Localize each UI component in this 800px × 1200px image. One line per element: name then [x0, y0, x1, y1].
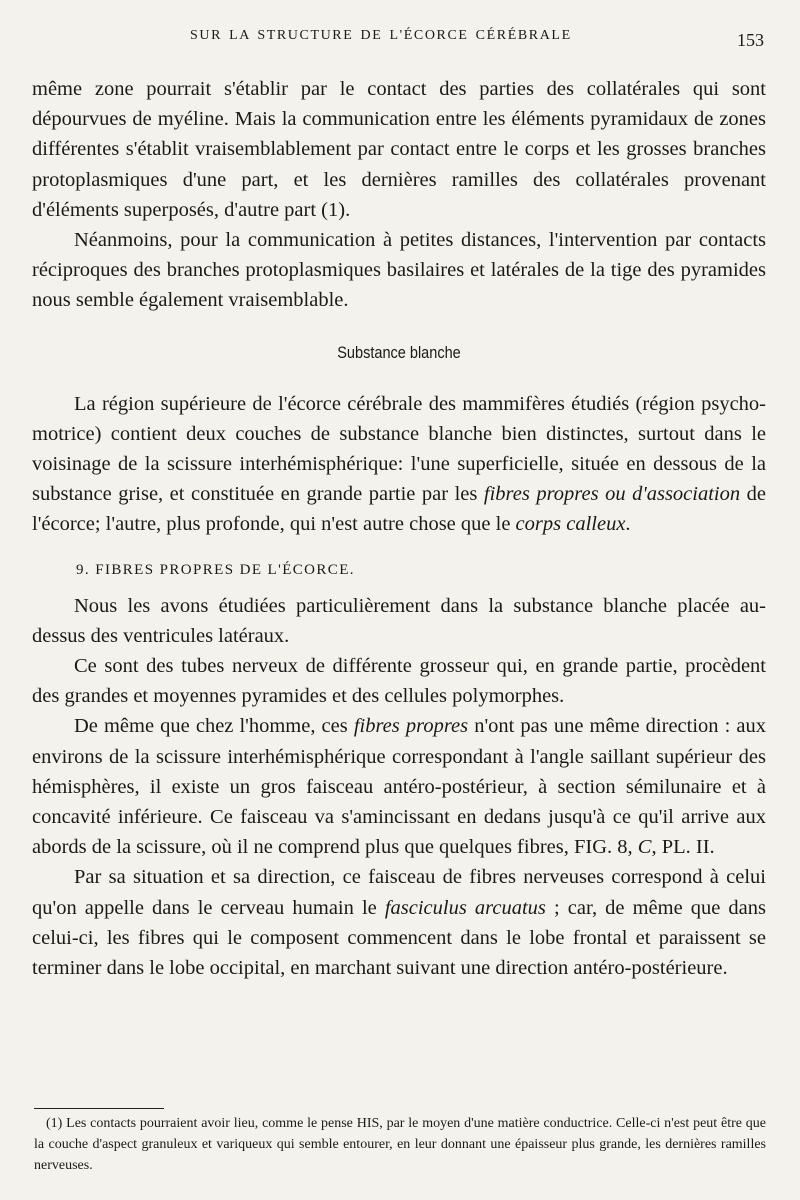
paragraph-3-text-c: .: [625, 513, 631, 536]
section-heading: Substance blanche: [337, 343, 461, 362]
paragraph-1: même zone pourrait s'établir par le contact des parties des collatérales qui sont dépourvues de myéline. Mais la communication entre les éléments pyramidaux de zones différentes s'établit vraisemblablement par contact entre le corps et les grosses branches protoplasmiques d'une part, et les dernières ramilles des collatérales provenant d'éléments superposés, d'autre part (1).: [32, 78, 766, 221]
paragraph-3-text-a: La région supérieure de l'écorce cérébrale des mammifères étudiés (région psycho-motrice) contient deux couches de substance blanche bien distinctes, surtout dans le voisinage de la scissure interhémisphérique: l'une superficielle, située en dessous de la substance grise, et constituée en grande partie par les: [32, 392, 766, 506]
paragraph-7-text-b: ; car, de même que dans celui-ci, les fibres qui le composent commencent dans le lobe frontal et paraissent se terminer dans le lobe occipital, en marchant suivant une direction antéro-postérieure.: [32, 896, 767, 980]
running-title: SUR LA STRUCTURE DE L'ÉCORCE CÉRÉBRALE: [190, 28, 572, 43]
paragraph-6: [32, 711, 766, 862]
footnotes: [34, 1113, 766, 1176]
paragraph-6-text-c: , PL. II.: [651, 836, 715, 859]
paragraph-6-italic-b: C: [637, 836, 652, 859]
paragraph-5: Ce sont des tubes nerveux de différente grosseur qui, en grande partie, procèdent des grandes et moyennes pyramides et des cellules polymorphes.: [32, 655, 766, 708]
running-head: [0, 28, 800, 52]
paragraph-7-italic-a: fasciculus arcuatus: [384, 896, 546, 919]
page-body: [32, 74, 766, 983]
paragraph-3-italic-a: fibres propres ou d'association: [483, 483, 741, 506]
paragraph-6-italic-a: fibres propres: [353, 715, 469, 738]
paragraph-3-text-b: de l'écorce; l'autre, plus profonde, qui n'est autre chose que le: [32, 483, 766, 536]
paragraph-3: [32, 389, 766, 540]
footnote-divider: [34, 1108, 164, 1109]
paragraph-4: Nous les avons étudiées particulièrement dans la substance blanche placée au-dessus des ventricules latéraux.: [32, 594, 766, 647]
page-number: 153: [737, 30, 764, 50]
paragraph-6-text-b: n'ont pas une même direction : aux environs de la scissure interhémisphérique correspondant à l'angle saillant supérieur des hémisphères, il existe un gros faisceau antéro-postérieur, à section sémilunaire et à concavité inférieure. Ce faisceau va s'amincissant en dedans jusqu'à ce qu'il arrive aux abords de la scissure, où il ne comprend plus que quelques fibres, FIG. 8,: [32, 715, 766, 859]
paragraph-6-text-a: De même que chez l'homme, ces: [74, 715, 354, 738]
paragraph-7-text-a: Par sa situation et sa direction, ce faisceau de fibres nerveuses correspond à celui qu'on appelle dans le cerveau humain le: [32, 866, 766, 919]
paragraph-7: [32, 862, 766, 983]
paragraph-3-italic-b: corps calleux: [515, 513, 626, 536]
footnote-1: (1) Les contacts pourraient avoir lieu, comme le pense HIS, par le moyen d'une matière conductrice. Celle-ci n'est peut être que la couche d'aspect granuleux et variqueux qui semble entourer, en leur donnant une épaisseur plus grande, les dernières ramilles nerveuses.: [34, 1116, 766, 1173]
subsection-heading: 9. FIBRES PROPRES DE L'ÉCORCE.: [76, 561, 355, 578]
paragraph-2: Néanmoins, pour la communication à petites distances, l'intervention par contacts réciproques des branches protoplasmiques basilaires et latérales de la tige des pyramides nous semble également vraisemblable.: [32, 229, 766, 312]
